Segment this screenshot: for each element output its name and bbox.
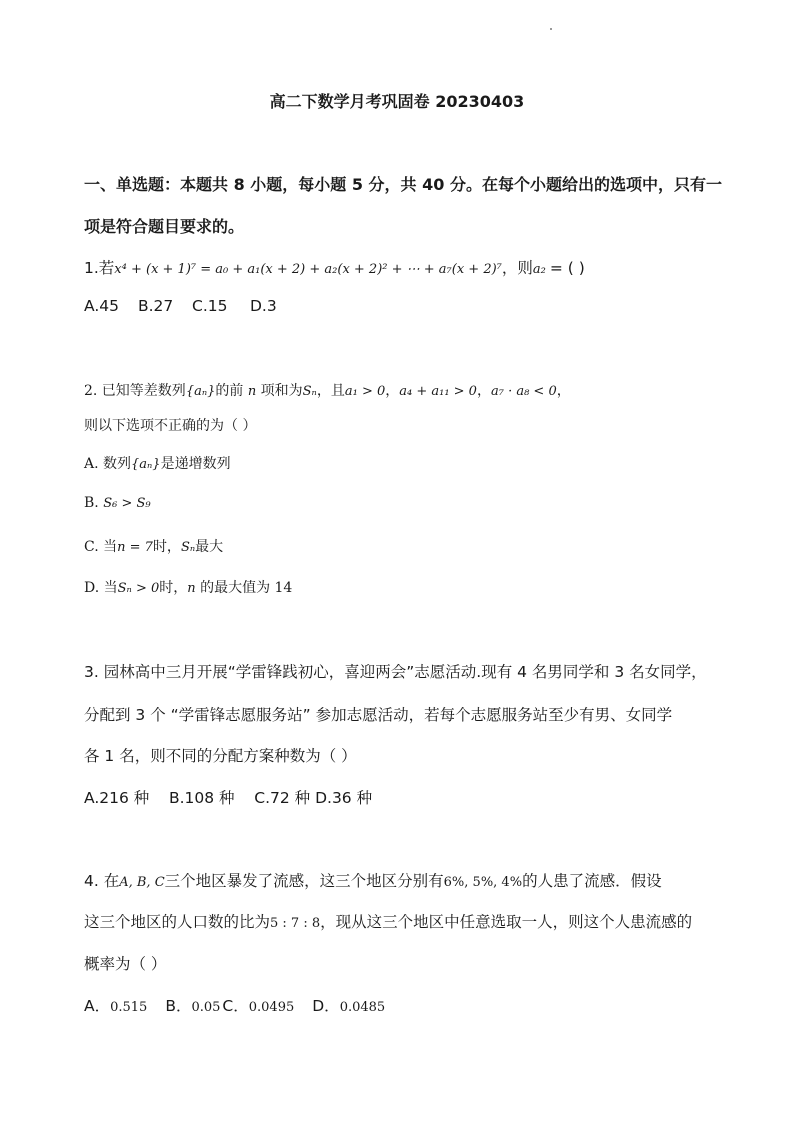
question-3-line1: 3. 园林高中三月开展“学雷锋践初心，喜迎两会”志愿活动.现有 4 名男同学和 3 名女同学， [84, 663, 707, 681]
q2-a-label: A. 数列 [84, 456, 132, 472]
question-3-options: A.216 种 B.108 种 C.72 种 D.36 种 [84, 789, 373, 807]
q4-option-c-value: 0.0495 [248, 1000, 295, 1015]
question-1-options [84, 297, 277, 315]
q1-blank: = ( ) [549, 259, 585, 277]
q2-a-tail: 是递增数列 [160, 456, 231, 472]
q2-d-mid: 时， [159, 580, 188, 596]
q2-option-a [84, 453, 231, 473]
q2-c-tail: 最大 [195, 539, 224, 555]
q4-option-b-label: B． [165, 997, 192, 1015]
question-4-line1 [84, 869, 662, 891]
q2-text-c: 项和为 [260, 383, 303, 399]
q2-c-mid: 时， [152, 539, 181, 555]
question-1-stem [84, 256, 585, 278]
q4-regions: A, B, C [119, 875, 165, 890]
q2-cond1: a₁ > 0 [344, 384, 386, 399]
q1-option-b: B.27 [138, 297, 174, 315]
q1-option-a: A.45 [84, 297, 119, 315]
q2-sn: Sₙ [302, 384, 317, 399]
q2-option-d [84, 577, 292, 597]
q2-c-expr: n = 7 [117, 540, 153, 555]
q4-option-b-value: 0.05 [191, 1000, 221, 1015]
q4-option-a-value: 0.515 [110, 1000, 148, 1015]
q2-cond2: a₄ + a₁₁ > 0 [399, 384, 477, 399]
question-4-options [84, 994, 385, 1016]
section-heading-line1: 一、单选题：本题共 8 小题，每小题 5 分，共 40 分。在每个小题给出的选项中，只有一 [84, 175, 722, 194]
q2-comma-1: ， [385, 383, 400, 399]
question-3-line2: 分配到 3 个 “学雷锋志愿服务站” 参加志愿活动，若每个志愿服务站至少有男、女同学 [84, 706, 673, 724]
q4-ratio: 5 : 7 : 8 [270, 916, 321, 931]
q2-a-seq: {aₙ} [131, 457, 161, 472]
question-4-line2 [84, 910, 692, 932]
q2-c-label: C. 当 [84, 539, 118, 555]
q1-ask: a₂ [532, 262, 546, 277]
q2-option-c [84, 536, 223, 556]
q2-d-tail: 的最大值为 14 [200, 580, 293, 596]
q2-d-label: D. 当 [84, 580, 118, 596]
q2-comma-3: ， [556, 383, 571, 399]
q2-text-a: 2. 已知等差数列 [84, 383, 186, 399]
q4-text-e: ，现从这三个地区中任意选取一人，则这个人患流感的 [320, 913, 693, 931]
q2-seq: {aₙ} [185, 384, 216, 399]
question-3-line3: 各 1 名，则不同的分配方案种数为（ ） [84, 747, 357, 765]
q2-cond3: a₇ · a₈ < 0 [490, 384, 557, 399]
q4-text-d: 这三个地区的人口数的比为 [84, 913, 271, 931]
q2-text-d: ，且 [316, 383, 345, 399]
q2-option-b [84, 495, 151, 511]
q2-c-sn: Sₙ [180, 540, 196, 555]
page-title: 高二下数学月考巩固卷 20230403 [269, 92, 525, 111]
q2-d-n: n [187, 581, 196, 596]
question-4-line3: 概率为（ ） [84, 955, 167, 973]
q4-text-c: 的人患了流感．假设 [522, 872, 662, 890]
q1-option-c: C.15 [192, 297, 228, 315]
q4-option-d-label: D． [312, 997, 340, 1015]
q2-text-b: 的前 [215, 383, 244, 399]
q4-text-a: 4. 在 [84, 872, 120, 890]
q2-n: n [247, 384, 257, 399]
scan-speck [550, 28, 552, 30]
q1-formula: x⁴ + (x + 1)⁷ = a₀ + a₁(x + 2) + a₂(x + 2)² + ⋯ + a₇(x + 2)⁷ [114, 262, 502, 277]
q2-comma-2: ， [476, 383, 491, 399]
question-2-stem [84, 380, 571, 400]
q1-prefix: 1.若 [84, 259, 115, 277]
question-2-prompt: 则以下选项不正确的为（ ） [84, 418, 257, 434]
q2-b-expr: S₆ > S₉ [103, 496, 151, 511]
section-heading-line2: 项是符合题目要求的。 [84, 217, 245, 236]
q2-d-expr: Sₙ > 0 [117, 581, 160, 596]
q1-suffix: ，则 [501, 259, 533, 277]
q4-option-a-label: A． [84, 997, 111, 1015]
q4-option-c-label: C． [222, 997, 249, 1015]
q1-option-d: D.3 [250, 297, 277, 315]
q4-option-d-value: 0.0485 [339, 1000, 386, 1015]
q4-text-b: 三个地区暴发了流感，这三个地区分别有 [164, 872, 444, 890]
q4-percentages: 6%, 5%, 4% [443, 875, 523, 890]
q2-b-label: B. [84, 495, 99, 511]
